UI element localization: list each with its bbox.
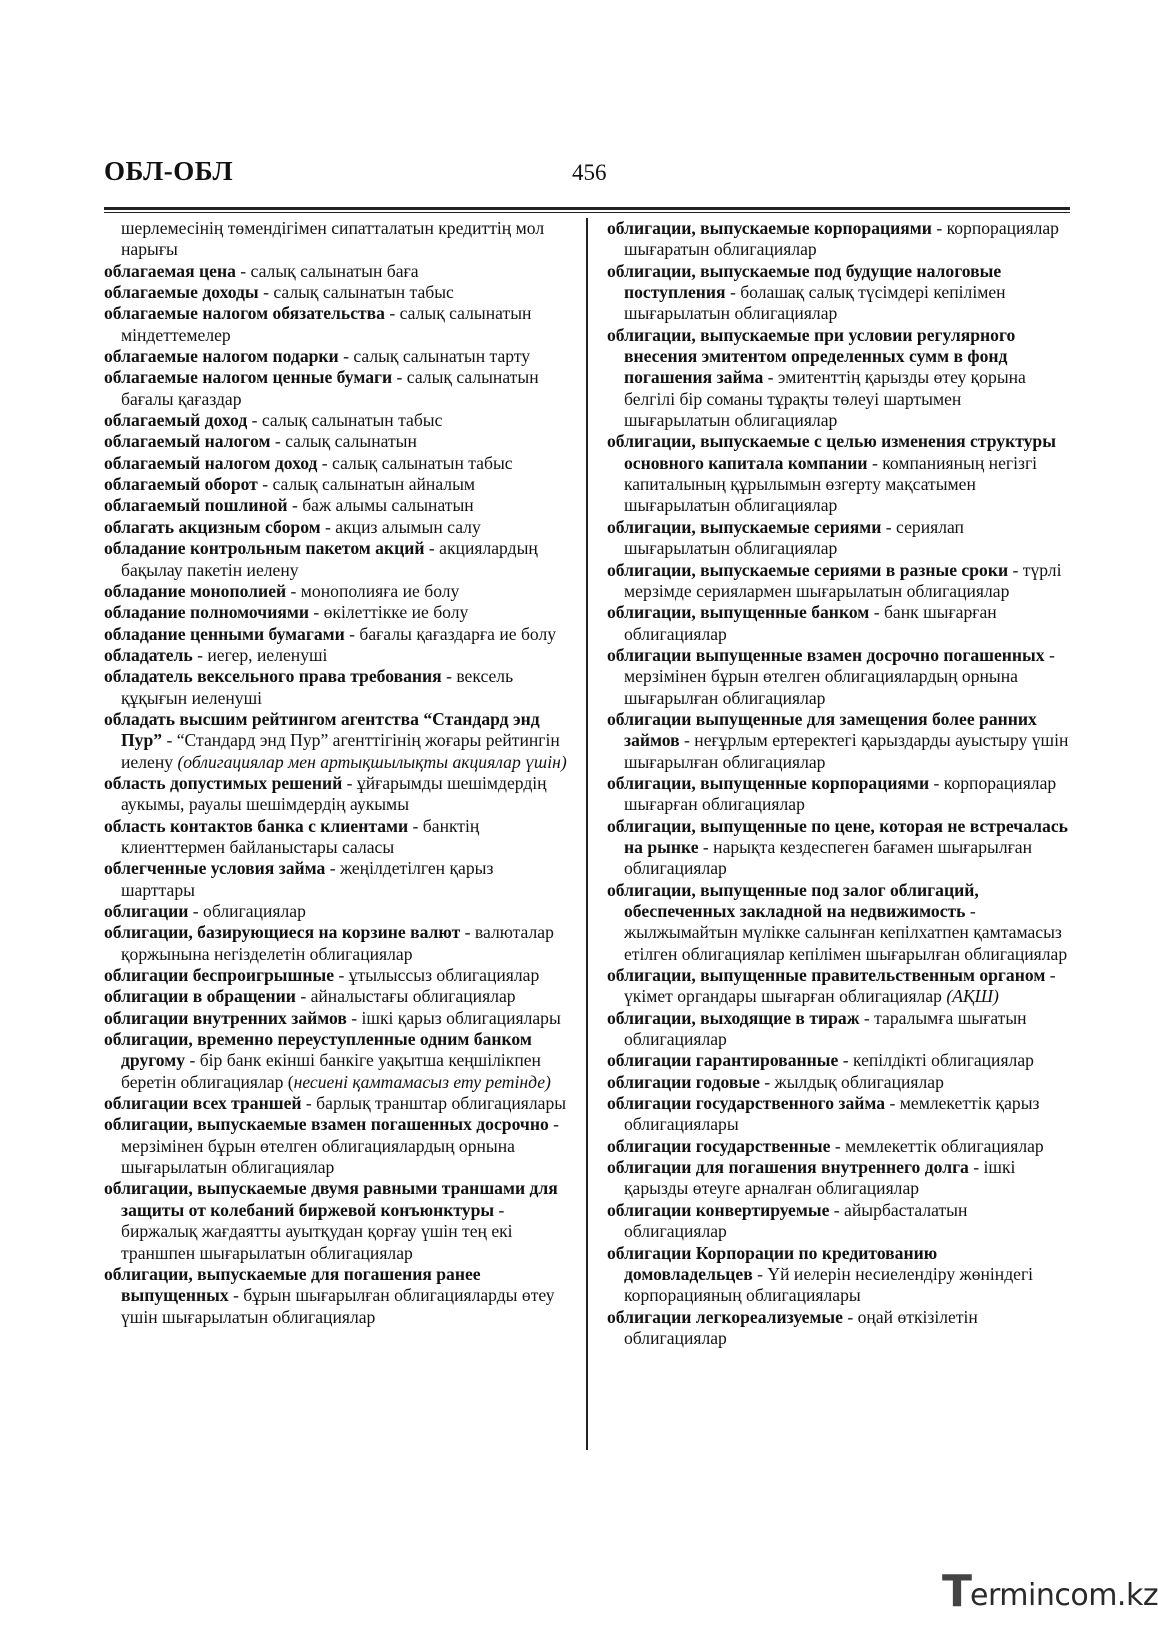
entry-term: область контактов банка с клиентами — [104, 815, 409, 836]
entry-term: облагаемый налогом доход — [104, 452, 318, 473]
entry-definition: - сериялап шығарылатын облигациялар — [624, 516, 964, 559]
dictionary-entry — [607, 773, 1070, 816]
entry-definition: - салық салынатын айналым — [257, 474, 476, 495]
entry-definition: - кепілдікті облигациялар — [838, 1050, 1034, 1071]
dictionary-entry — [607, 1243, 1070, 1307]
dictionary-entry — [607, 1008, 1070, 1051]
entry-term: обладание полномочиями — [104, 602, 309, 623]
entry-definition: - ұтылыссыз облигациялар — [334, 965, 540, 986]
entry-definition: - салық салынатын міндеттемелер — [121, 303, 532, 345]
entry-term: облигации конвертируемые — [607, 1199, 830, 1220]
dictionary-entry — [607, 261, 1070, 325]
entry-term: облагаемый пошлиной — [104, 495, 288, 516]
dictionary-entry — [607, 325, 1070, 432]
entry-definition: - корпорациялар шығаратын облигациялар — [624, 218, 1059, 260]
entry-definition: - мерзімінен бұрын өтелген облигациялардың орнына шығарылған облигациялар — [624, 644, 1055, 708]
watermark-text: ermincom.kz — [970, 1578, 1158, 1613]
entry-definition: - баж алымы салынатын — [287, 495, 474, 516]
entry-term: облигации, выпускаемые корпорациями — [607, 218, 932, 238]
entry-definition: - неғұрлым ертеректегі қарыздарды ауыстыру үшін шығарылған облигациялар — [624, 730, 1069, 772]
entry-term: облигации — [104, 901, 189, 921]
entry-term: облагаемый доход — [104, 410, 248, 431]
entry-term: обладатель — [104, 644, 193, 665]
dictionary-entry — [104, 495, 570, 516]
dictionary-entry — [104, 858, 570, 901]
entry-term: облигации, выпускаемые двумя равными траншами для защиты от колебаний биржевой конъюнктуры — [104, 1178, 558, 1220]
entry-definition: - ішкі қарызды өтеуге арналған облигациялар — [624, 1157, 1016, 1199]
dictionary-entry — [104, 986, 570, 1007]
dictionary-entry — [104, 1114, 570, 1178]
entry-term: облагаемый налогом — [104, 431, 271, 452]
entry-term: облигации годовые — [607, 1071, 760, 1092]
dictionary-entry — [104, 1264, 570, 1328]
entry-definition: - компанияның негізгі капиталының құрылымын өзгерту мақсатымен шығарылатын облигациялар — [624, 452, 1038, 516]
entry-definition: - болашақ салық түсімдері кепілімен шығарылатын облигациялар — [624, 282, 1006, 324]
entry-term: облагаемый оборот — [104, 474, 258, 495]
entry-definition: - жеңілдетілген қарыз шарттары — [121, 858, 494, 900]
dictionary-entry — [607, 709, 1070, 773]
dictionary-entry — [607, 965, 1070, 1008]
dictionary-entry — [104, 453, 570, 474]
dictionary-entry — [104, 261, 570, 282]
entry-term: область допустимых решений — [104, 772, 343, 793]
dictionary-entry — [104, 410, 570, 431]
dictionary-entry — [104, 218, 570, 261]
dictionary-entry — [104, 517, 570, 538]
dictionary-entry — [104, 1008, 570, 1029]
dictionary-entry — [607, 1200, 1070, 1243]
entry-term: облагаемые налогом ценные бумаги — [104, 367, 393, 388]
entry-definition: - Үй иелерін несиелендіру жөніндегі корпорацияның облигациялары — [624, 1263, 1034, 1306]
entry-term: облегченные условия займа — [104, 858, 326, 879]
dictionary-entry — [607, 1307, 1070, 1350]
dictionary-entry — [607, 517, 1070, 560]
entry-term: облигации выпущенные взамен досрочно погашенных — [607, 644, 1045, 665]
entry-term: облигации, выпущенные по цене, которая не встречалась на рынке — [607, 815, 1068, 857]
entry-definition: - айырбасталатын облигациялар — [624, 1199, 968, 1242]
entry-term: облигации, базирующиеся на корзине валют — [104, 922, 461, 943]
dictionary-entry — [104, 474, 570, 495]
entry-term: облигации беспроигрышные — [104, 965, 335, 986]
dictionary-entry — [104, 666, 570, 709]
entry-definition: - нарықта кездеспеген бағамен шығарылған облигациялар — [624, 836, 1033, 879]
entry-definition: - салық салынатын баға — [235, 260, 419, 281]
entry-term: облигации для погашения внутреннего долга — [607, 1157, 969, 1178]
entry-definition: - оңай өткізілетін облигациялар — [624, 1306, 978, 1348]
entry-definition: - барлық транштар облигациялары — [301, 1093, 567, 1114]
entry-definition: - “Стандард энд Пур” агенттігінің жоғары рейтингін иелену — [121, 730, 560, 772]
entry-definition: - банк шығарған облигациялар — [624, 602, 997, 644]
left-column — [104, 218, 570, 1328]
entry-term: облигации Корпорации по кредитованию домовладельцев — [607, 1242, 938, 1284]
dictionary-entry — [607, 1072, 1070, 1093]
dictionary-entry — [104, 1093, 570, 1114]
dictionary-entry — [607, 816, 1070, 880]
entry-term: обладатель вексельного права требования — [104, 666, 442, 687]
entry-note: несиені қамтамасыз ету ретінде) — [293, 1071, 551, 1092]
entry-term: облагаемая цена — [104, 260, 236, 281]
entry-term: облигации, временно переуступленные одним банком другому — [104, 1029, 532, 1071]
entry-term: облигации в обращении — [104, 986, 296, 1007]
dictionary-entry — [104, 282, 570, 303]
entry-term: облигации, выпускаемые под будущие налоговые поступления — [607, 260, 1002, 303]
entry-definition: - түрлі мерзімде сериялармен шығарылатын облигациялар — [624, 559, 1062, 601]
entry-term: облигации государственного займа — [607, 1093, 886, 1114]
header-rule-thin — [104, 212, 1070, 213]
dictionary-entry — [104, 367, 570, 410]
dictionary-entry — [607, 1050, 1070, 1071]
entry-definition: - үкімет органдары шығарған облигациялар — [624, 965, 1056, 1007]
dictionary-entry — [104, 773, 570, 816]
dictionary-entry — [104, 346, 570, 367]
dictionary-entry — [104, 581, 570, 602]
dictionary-entry — [104, 965, 570, 986]
entry-definition: - ішкі қарыз облигациялары — [346, 1007, 561, 1028]
entry-definition: - жылжымайтын мүлікке салынған кепілхатпен қамтамасыз етілген облигациялар кепілімен шығарылған облигациялар — [624, 901, 1068, 964]
entry-term: облигации, выходящие в тираж — [607, 1007, 860, 1028]
entry-definition: - салық салынатын бағалы қағаздар — [121, 367, 539, 409]
page-number: 456 — [572, 160, 607, 185]
entry-term: облагаемые доходы — [104, 282, 259, 303]
entry-definition: - акциз алымын салу — [320, 516, 481, 537]
entry-term: облигации выпущенные для замещения более ранних займов — [607, 708, 1037, 751]
entry-definition: - корпорациялар шығарған облигациялар — [624, 772, 1057, 815]
entry-definition: - салық салынатын табыс — [258, 282, 454, 303]
entry-term: обладать высшим рейтингом агентства “Стандард энд Пур” — [104, 708, 540, 751]
entry-term: облигации, выпускаемые сериями в разные сроки — [607, 559, 1009, 580]
entry-definition: - акциялардың бақылау пакетін иелену — [121, 538, 538, 580]
watermark-letter: T — [942, 1566, 973, 1617]
entry-definition: - монополияға ие болу — [286, 580, 460, 601]
dictionary-entry — [607, 560, 1070, 603]
dictionary-entry — [607, 1136, 1070, 1157]
dictionary-entry — [607, 218, 1070, 261]
watermark-logo — [942, 1566, 1158, 1617]
column-divider — [586, 218, 588, 1450]
dictionary-entry — [104, 1029, 570, 1093]
entry-definition: - салық салынатын табыс — [247, 410, 443, 431]
entry-term: облигации, выпускаемые с целью изменения структуры основного капитала компании — [607, 431, 1056, 473]
dictionary-entry — [104, 709, 570, 773]
entry-definition: - бұрын шығарылған облигацияларды өтеу үшін шығарылатын облигациялар — [121, 1285, 555, 1327]
entry-definition: - бағалы қағаздарға ие болу — [344, 623, 557, 644]
right-column — [607, 218, 1070, 1349]
dictionary-entry — [104, 624, 570, 645]
entry-definition: - биржалық жағдаятты ауытқудан қорғау үшін тең екі траншпен шығарылатын облигациялар — [121, 1199, 513, 1263]
entry-note: (АҚШ) — [946, 986, 999, 1007]
entry-term: облигации внутренних займов — [104, 1007, 347, 1028]
dictionary-entry — [607, 602, 1070, 645]
entry-definition: - таралымға шығатын облигациялар — [624, 1007, 1027, 1050]
dictionary-entry — [104, 922, 570, 965]
entry-definition: - мерзімінен бұрын өтелген облигациялардың орнына шығарылатын облигациялар — [121, 1114, 560, 1178]
entry-definition: - салық салынатын — [270, 431, 417, 452]
entry-term: обладание ценными бумагами — [104, 623, 345, 644]
dictionary-entry — [104, 1178, 570, 1263]
entry-term: облагать акцизным сбором — [104, 516, 321, 537]
entry-definition: - жылдық облигациялар — [759, 1071, 944, 1092]
dictionary-entry — [104, 303, 570, 346]
dictionary-entry — [607, 1157, 1070, 1200]
entry-term: облагаемые налогом подарки — [104, 346, 339, 367]
entry-definition: - айналыстағы облигациялар — [295, 986, 516, 1007]
entry-definition: - мемлекеттік қарыз облигациялары — [624, 1093, 1040, 1135]
entry-definition: - иегер, иеленуші — [192, 644, 328, 665]
dictionary-entry — [607, 1093, 1070, 1136]
entry-definition: - ұйғарымды шешімдердің аукымы, рауалы шешімдердің аукымы — [121, 772, 547, 815]
entry-note: (облигациялар мен артықшылықты акциялар үшін) — [177, 751, 567, 772]
entry-term: облигации всех траншей — [104, 1093, 302, 1114]
entry-definition: - валюталар қоржынына негізделетін облигациялар — [121, 922, 554, 964]
entry-term: облигации гарантированные — [607, 1050, 839, 1071]
entry-term: облигации, выпускаемые для погашения ранее выпущенных — [104, 1263, 481, 1306]
dictionary-entry — [104, 901, 570, 922]
entry-term: облигации, выпускаемые взамен погашенных досрочно — [104, 1114, 549, 1135]
entry-definition: - бір банк екінші банкіге уақытша кеңшілікпен беретін облигациялар ( — [121, 1050, 541, 1092]
entry-term: облигации государственные — [607, 1135, 831, 1156]
dictionary-entry — [104, 645, 570, 666]
header-rule — [104, 207, 1070, 210]
dictionary-entry — [104, 431, 570, 452]
entry-term: облигации, выпущенные под залог облигаций, обеспеченных закладной на недвижимость — [607, 879, 979, 921]
entry-term: облигации легкореализуемые — [607, 1306, 843, 1327]
entry-term: облигации, выпущенные банком — [607, 602, 870, 623]
entry-term: облагаемые налогом обязательства — [104, 303, 385, 324]
entry-definition: - салық салынатын тарту — [338, 346, 531, 367]
entry-definition: - облигациялар — [188, 901, 306, 921]
dictionary-entry — [607, 431, 1070, 516]
entry-term: облигации, выпускаемые сериями — [607, 516, 882, 537]
dictionary-entry — [607, 645, 1070, 709]
entry-definition: - өкілеттікке ие болу — [308, 602, 469, 623]
entry-term: обладание монополией — [104, 580, 287, 601]
entry-definition: - эмитенттің қарызды өтеу қорына белгілі бір соманы тұрақты төлеуі шартымен шығарылатын облигациялар — [624, 367, 1026, 431]
entry-definition: - мемлекеттік облигациялар — [830, 1135, 1044, 1156]
dictionary-entry — [104, 538, 570, 581]
entry-term: облигации, выпускаемые при условии регулярного внесения эмитентом определенных сумм в фонд погашения займа — [607, 324, 1016, 388]
entry-definition: - вексель құқығын иеленуші — [121, 666, 514, 708]
entry-definition: - банктің клиенттермен байланыстары саласы — [121, 815, 480, 857]
entry-term: облигации, выпущенные корпорациями — [607, 772, 930, 793]
entry-definition: шерлемесінің төмендігімен сипатталатын кредиттің мол нарығы — [121, 218, 545, 260]
dictionary-entry — [607, 880, 1070, 965]
dictionary-entry — [104, 602, 570, 623]
dictionary-entry — [104, 816, 570, 859]
entry-term: облигации, выпущенные правительственным органом — [607, 965, 1046, 986]
header-title: ОБЛ-ОБЛ — [104, 156, 234, 186]
entry-definition: - салық салынатын табыс — [317, 452, 513, 473]
entry-term: обладание контрольным пакетом акций — [104, 538, 425, 559]
